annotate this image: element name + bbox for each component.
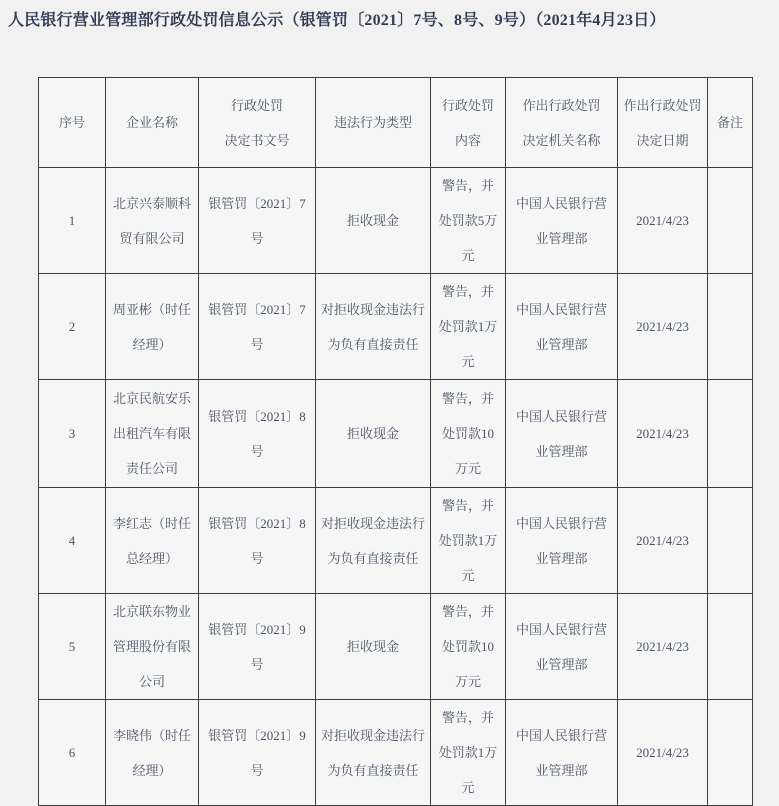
cell-date: 2021/4/23 [618, 274, 708, 380]
cell-authority: 中国人民银行营业管理部 [506, 488, 618, 594]
table-row [39, 594, 753, 700]
cell-date: 2021/4/23 [618, 594, 708, 700]
cell-remark [708, 700, 753, 806]
table-row [39, 274, 753, 380]
column-header-line: 作出行政处罚 [522, 97, 601, 113]
cell-seq: 1 [39, 168, 106, 274]
cell-violation: 拒收现金 [316, 168, 431, 274]
cell-authority: 中国人民银行营业管理部 [506, 700, 618, 806]
cell-penalty: 警告，并处罚款1万元 [431, 700, 506, 806]
cell-date: 2021/4/23 [618, 380, 708, 488]
cell-date: 2021/4/23 [618, 700, 708, 806]
cell-remark [708, 168, 753, 274]
column-header-seq [39, 78, 106, 168]
cell-penalty: 警告，并处罚款1万元 [431, 274, 506, 380]
cell-authority: 中国人民银行营业管理部 [506, 168, 618, 274]
table-row [39, 700, 753, 806]
column-header-doc-no [199, 78, 316, 168]
column-header-line: 决定日期 [636, 132, 689, 148]
cell-date: 2021/4/23 [618, 168, 708, 274]
cell-authority: 中国人民银行营业管理部 [506, 274, 618, 380]
column-header-company [106, 78, 199, 168]
cell-authority: 中国人民银行营业管理部 [506, 594, 618, 700]
cell-remark [708, 594, 753, 700]
column-header-line: 企业名称 [125, 115, 178, 130]
column-header-authority [506, 78, 618, 168]
column-header-line: 作出行政处罚 [623, 97, 702, 113]
cell-company: 北京民航安乐出租汽车有限责任公司 [106, 380, 199, 488]
cell-company: 李晓伟（时任经理） [106, 700, 199, 806]
cell-remark [708, 274, 753, 380]
cell-company: 李红志（时任总经理） [106, 488, 199, 594]
cell-violation: 对拒收现金违法行为负有直接责任 [316, 488, 431, 594]
cell-remark [708, 488, 753, 594]
cell-seq: 4 [39, 488, 106, 594]
column-header-remark [708, 78, 753, 168]
cell-penalty: 警告，并处罚款10万元 [431, 380, 506, 488]
cell-seq: 3 [39, 380, 106, 488]
cell-violation: 拒收现金 [316, 594, 431, 700]
cell-penalty: 警告，并处罚款1万元 [431, 488, 506, 594]
table-row [39, 488, 753, 594]
column-header-line: 备注 [716, 115, 743, 130]
column-header-line: 序号 [58, 115, 85, 130]
cell-doc-no: 银管罚〔2021〕8号 [199, 488, 316, 594]
cell-violation: 对拒收现金违法行为负有直接责任 [316, 700, 431, 806]
table-row [39, 380, 753, 488]
column-header-date [618, 78, 708, 168]
column-header-line: 行政处罚 [441, 97, 494, 113]
cell-doc-no: 银管罚〔2021〕9号 [199, 700, 316, 806]
cell-company: 北京联东物业管理股份有限公司 [106, 594, 199, 700]
cell-doc-no: 银管罚〔2021〕7号 [199, 274, 316, 380]
column-header-line: 违法行为类型 [333, 115, 412, 130]
cell-penalty: 警告，并处罚款5万元 [431, 168, 506, 274]
column-header-line: 内容 [454, 132, 481, 148]
cell-remark [708, 380, 753, 488]
cell-date: 2021/4/23 [618, 488, 708, 594]
cell-authority: 中国人民银行营业管理部 [506, 380, 618, 488]
column-header-line: 决定书文号 [224, 132, 290, 148]
cell-violation: 对拒收现金违法行为负有直接责任 [316, 274, 431, 380]
penalty-table [38, 77, 753, 806]
cell-doc-no: 银管罚〔2021〕7号 [199, 168, 316, 274]
table-row [39, 168, 753, 274]
cell-company: 北京兴泰顺科贸有限公司 [106, 168, 199, 274]
cell-seq: 2 [39, 274, 106, 380]
cell-doc-no: 银管罚〔2021〕9号 [199, 594, 316, 700]
cell-company: 周亚彬（时任经理） [106, 274, 199, 380]
table-header-row [39, 78, 753, 168]
column-header-line: 行政处罚 [230, 97, 283, 113]
cell-penalty: 警告，并处罚款10万元 [431, 594, 506, 700]
cell-violation: 拒收现金 [316, 380, 431, 488]
column-header-penalty [431, 78, 506, 168]
column-header-violation [316, 78, 431, 168]
cell-doc-no: 银管罚〔2021〕8号 [199, 380, 316, 488]
cell-seq: 6 [39, 700, 106, 806]
cell-seq: 5 [39, 594, 106, 700]
column-header-line: 决定机关名称 [522, 132, 601, 148]
page-title: 人民银行营业管理部行政处罚信息公示（银管罚〔2021〕7号、8号、9号）（2021年4月23日） [8, 12, 666, 29]
